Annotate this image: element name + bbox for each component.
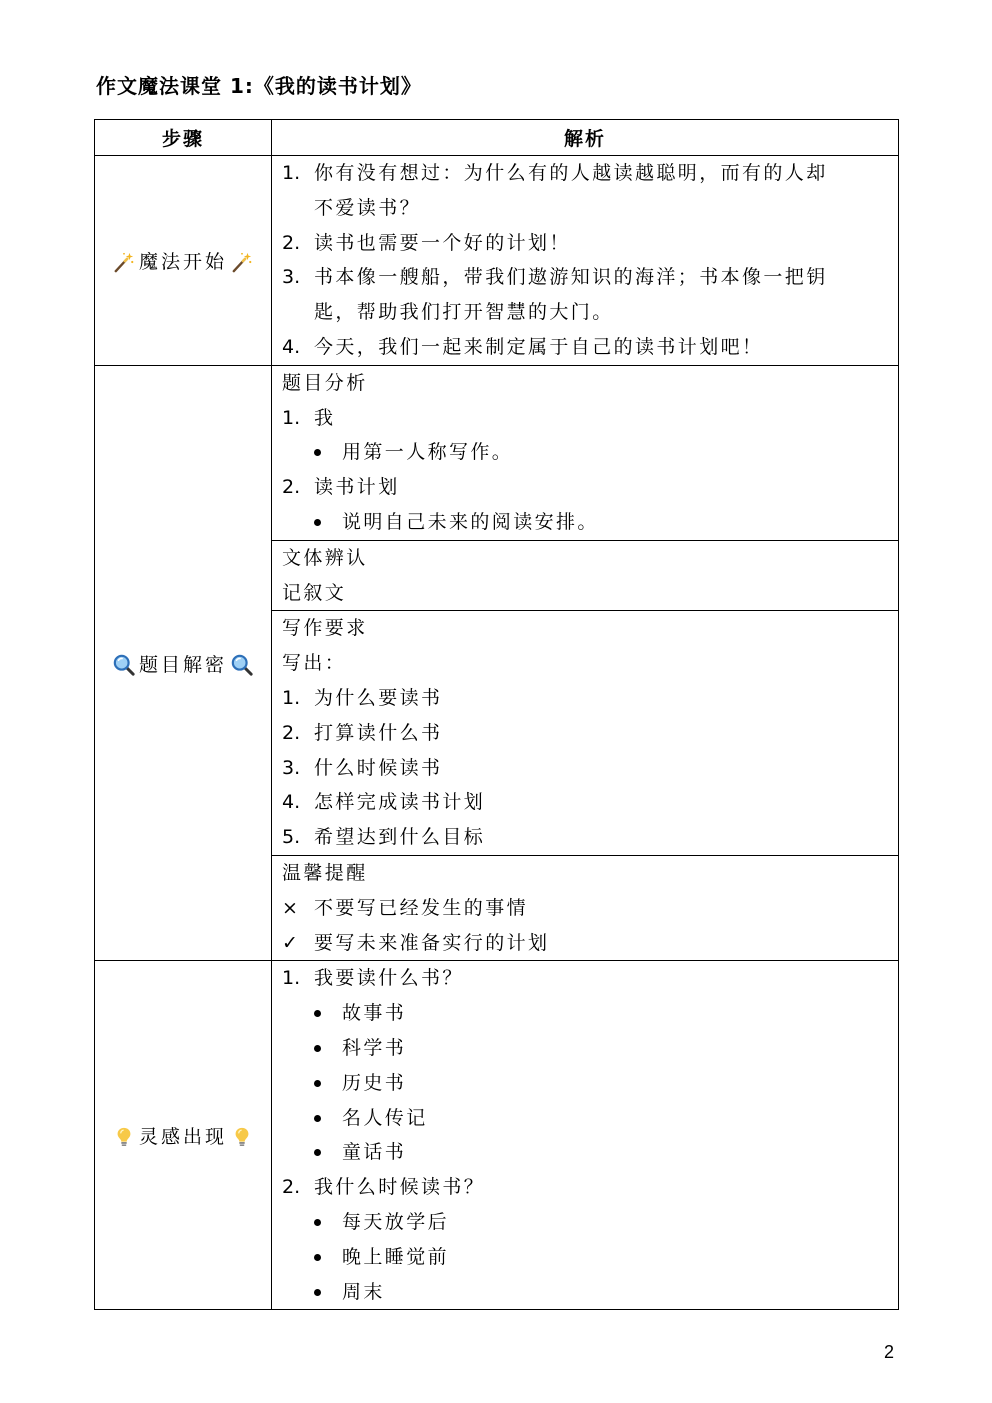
bullet-item: 每天放学后: [282, 1205, 898, 1240]
bullet-item: 说明自己未来的阅读安排。: [282, 505, 898, 540]
step-cell: [95, 961, 272, 1310]
list-item: 2. 我什么时候读书？: [282, 1176, 486, 1199]
page-title: 作文魔法课堂 1:《我的读书计划》: [96, 74, 422, 98]
list-item: 4. 怎样完成读书计划: [282, 791, 486, 814]
analysis-cell: [272, 961, 899, 1310]
list-item: 1. 我要读什么书？: [282, 967, 464, 990]
magnifier-icon: [113, 654, 135, 676]
header-step: 步骤: [95, 120, 272, 156]
table-row-inspiration: [95, 961, 899, 1310]
page-number: 2: [884, 1342, 895, 1362]
table-row-magic-start: [95, 156, 899, 366]
cross-icon: ×: [282, 896, 298, 919]
bullet-item: 名人传记: [282, 1101, 898, 1136]
step-label: 灵感出现: [138, 1125, 227, 1148]
bullet-item: 童话书: [282, 1135, 898, 1170]
magnifier-icon: [231, 654, 253, 676]
list-item-continuation: 匙，帮助我们打开智慧的大门。: [314, 301, 614, 324]
list-item: 4. 今天，我们一起来制定属于自己的读书计划吧！: [282, 335, 764, 358]
reminder-dont: × 不要写已经发生的事情: [282, 891, 898, 926]
list-item: 2. 读书也需要一个好的计划！: [282, 231, 571, 254]
bullet-item: 周末: [282, 1275, 898, 1310]
bullet-item: 晚上睡觉前: [282, 1240, 898, 1275]
topic-analysis-section: [272, 366, 898, 540]
list-item: 3. 书本像一艘船，带我们遨游知识的海洋；书本像一把钥: [282, 266, 828, 289]
magic-wand-icon: [113, 251, 135, 273]
list-item: 1. 我: [282, 406, 336, 429]
bullet-item: 故事书: [282, 996, 898, 1031]
section-heading: 题目分析: [282, 371, 368, 394]
header-analysis: 解析: [272, 120, 899, 156]
bullet-item: 历史书: [282, 1066, 898, 1101]
list-item: 1. 你有没有想过：为什么有的人越读越聪明，而有的人却: [282, 162, 828, 184]
table-row-topic-decode: [95, 365, 899, 961]
section-heading: 文体辨认: [282, 546, 368, 569]
list-item: 5. 希望达到什么目标: [282, 826, 486, 849]
check-icon: ✓: [282, 931, 298, 954]
step-cell: [95, 156, 272, 366]
requirements-intro: 写出：: [282, 652, 347, 675]
lightbulb-icon: [231, 1126, 253, 1148]
section-heading: 温馨提醒: [282, 861, 368, 884]
list-item: 2. 打算读什么书: [282, 721, 443, 744]
lesson-table: [94, 119, 899, 1310]
step-label: 魔法开始: [138, 250, 227, 273]
requirements-section: [272, 610, 898, 855]
step-label: 题目解密: [138, 653, 227, 676]
lightbulb-icon: [113, 1126, 135, 1148]
step-cell: [95, 365, 272, 961]
analysis-cell: [272, 365, 899, 961]
reminder-do: ✓ 要写未来准备实行的计划: [282, 926, 898, 961]
genre-section: [272, 540, 898, 611]
magic-wand-icon: [231, 251, 253, 273]
genre-value: 记叙文: [282, 581, 347, 604]
list-item: 2. 读书计划: [282, 476, 400, 499]
table-header-row: [95, 120, 899, 156]
section-heading: 写作要求: [282, 617, 368, 640]
list-item: 3. 什么时候读书: [282, 756, 443, 779]
analysis-cell: [272, 156, 899, 366]
bullet-item: 科学书: [282, 1031, 898, 1066]
list-item-continuation: 不爱读书？: [314, 196, 422, 219]
list-item: 1. 为什么要读书: [282, 686, 443, 709]
reminder-section: [272, 855, 898, 960]
bullet-item: 用第一人称写作。: [282, 435, 898, 470]
